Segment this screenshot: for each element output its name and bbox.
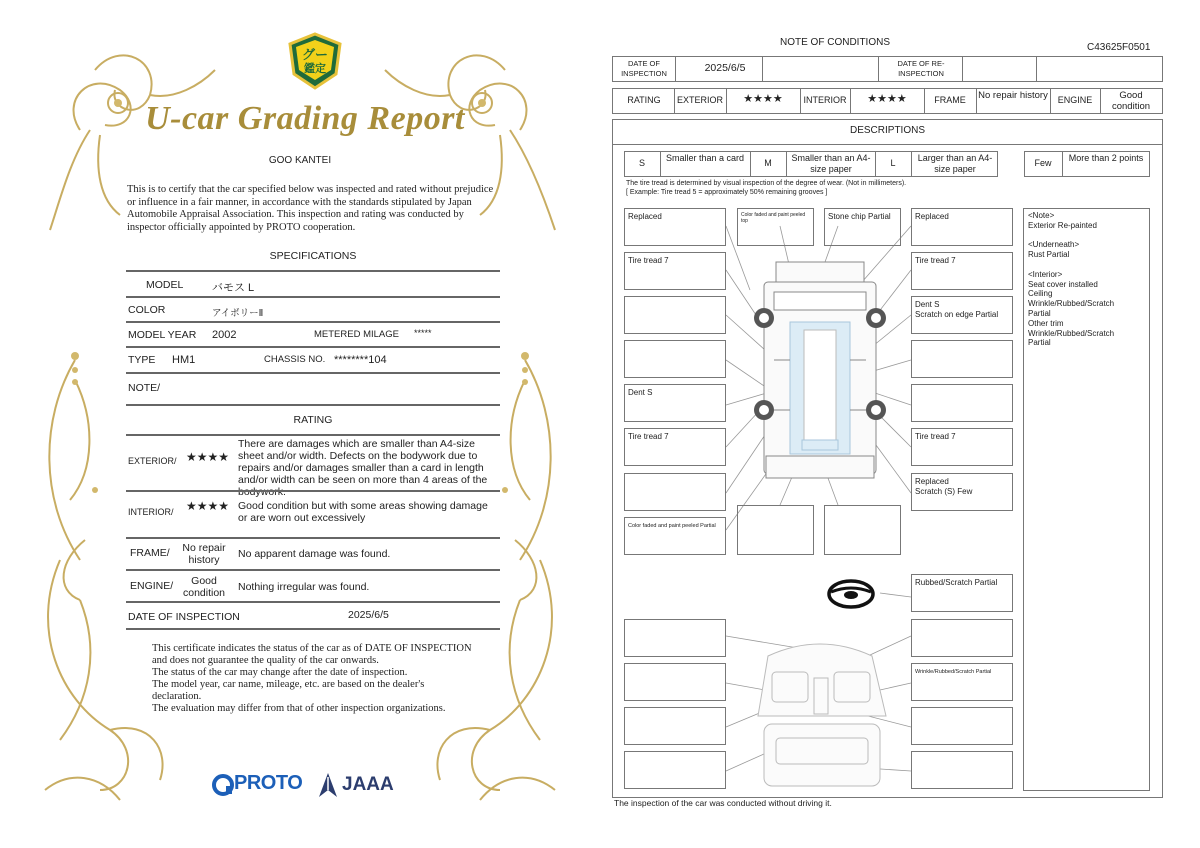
engine-value: Good condition — [1111, 90, 1151, 112]
exterior-stars: ★★★★ — [743, 93, 783, 105]
note-line: Partial — [1028, 308, 1051, 318]
damage-box — [911, 473, 1013, 511]
damage-box: Tire tread 7 — [624, 428, 726, 466]
divider — [126, 569, 500, 571]
frame-description: No apparent damage was found. — [238, 548, 391, 560]
damage-box — [911, 751, 1013, 789]
damage-box — [624, 663, 726, 701]
damage-text: Dent S — [915, 300, 940, 309]
interior-diagram — [758, 644, 886, 786]
badge-bottom-text: 鑑定 — [304, 63, 326, 75]
damage-box — [624, 707, 726, 745]
mileage-value: ***** — [414, 328, 432, 338]
type-value: HM1 — [172, 354, 196, 366]
model-label: MODEL — [146, 279, 184, 291]
model-year-label: MODEL YEAR — [128, 329, 197, 341]
date-of-inspection-value: 2025/6/5 — [348, 609, 389, 621]
divider — [126, 321, 500, 323]
damage-box: Wrinkle/Rubbed/Scratch Partial — [911, 663, 1013, 701]
interior-label: INTERIOR — [803, 95, 847, 105]
damage-box — [911, 707, 1013, 745]
note-line: Other trim — [1028, 318, 1064, 328]
goo-kantei-badge — [288, 32, 342, 90]
exterior-stars: ★★★★ — [186, 450, 230, 464]
damage-box — [624, 473, 726, 511]
damage-box — [737, 505, 814, 555]
jaaa-logo — [318, 770, 398, 798]
divider — [126, 628, 500, 630]
damage-text: Scratch on edge Partial — [915, 310, 999, 319]
note-line: Ceiling — [1028, 289, 1053, 299]
damage-box — [911, 340, 1013, 378]
legend-key-s: S — [638, 158, 645, 168]
chassis-label: CHASSIS NO. — [264, 354, 326, 365]
damage-box — [624, 340, 726, 378]
exterior-description: There are damages which are smaller than A4-size sheet and/or width. Defects on the bodywork due to repairs and/or damages smaller than a card in length and/or width can be seen on more than 4 areas of the bodywork. — [238, 438, 488, 498]
engine-label: ENGINE/ — [130, 580, 174, 592]
sheet-footer: The inspection of the car was conducted without driving it. — [614, 798, 832, 808]
damage-box — [911, 384, 1013, 422]
damage-box — [624, 751, 726, 789]
note-label: NOTE/ — [128, 382, 161, 394]
damage-box: Tire tread 7 — [911, 428, 1013, 466]
legend-text-l: Larger than an A4-size paper — [917, 153, 993, 174]
date-of-inspection-value: 2025/6/5 — [704, 62, 746, 74]
date-of-inspection-label: DATE OF INSPECTION — [128, 611, 240, 623]
note-line: Rust Partial — [1028, 250, 1070, 260]
legend-text-few: More than 2 points — [1068, 153, 1144, 163]
certificate-footer — [152, 643, 472, 715]
interior-description: Good condition but with some areas showing damage or are worn out excessively — [238, 500, 488, 524]
rating-heading: RATING — [293, 414, 333, 426]
note-line: <Note> — [1028, 211, 1055, 220]
damage-box: Tire tread 7 — [624, 252, 726, 290]
footer-line-1: This certificate indicates the status of the car as of DATE OF INSPECTION and does not guarantee the quality of the car onwards. — [152, 643, 472, 666]
exterior-label: EXTERIOR/ — [128, 456, 177, 466]
date-of-reinspection-label: DATE OF RE-INSPECTION — [897, 59, 945, 78]
sheet-title: NOTE OF CONDITIONS — [780, 37, 890, 48]
report-title: U-car Grading Report — [145, 100, 465, 137]
rating-label: RATING — [627, 95, 661, 105]
damage-box: Color faded and paint peeled Partial — [624, 517, 726, 555]
footer-line-2: The status of the car may change after the date of inspection. — [152, 667, 408, 678]
mileage-label: METERED MILAGE — [314, 329, 399, 340]
damage-box: Color faded and paint peeled top — [737, 208, 814, 246]
chassis-value: ********104 — [334, 354, 387, 366]
legend-key-few: Few — [1034, 158, 1052, 168]
legend-text-s: Smaller than a card — [665, 153, 745, 163]
note-line: Wrinkle/Rubbed/Scratch — [1028, 299, 1115, 309]
exterior-label: EXTERIOR — [676, 95, 723, 105]
jaaa-mark-icon — [318, 772, 338, 798]
model-value: バモス L — [212, 282, 255, 294]
tire-note-2: [ Example: Tire tread 5 = approximately 50% remaining grooves ] — [626, 189, 828, 196]
footer-line-3: The model year, car name, mileage, etc. are based on the dealer's declaration. — [152, 679, 425, 702]
type-label: TYPE — [128, 354, 156, 366]
damage-box — [911, 619, 1013, 657]
damage-box — [624, 619, 726, 657]
badge-top-text: グー — [301, 47, 328, 62]
proto-logo-text: PROTO — [234, 772, 303, 794]
divider — [126, 490, 500, 492]
legend-key-l: L — [890, 158, 896, 168]
damage-box: Replaced — [624, 208, 726, 246]
divider — [126, 404, 500, 406]
damage-box — [624, 296, 726, 334]
note-line: Seat cover installed — [1028, 279, 1098, 289]
date-of-inspection-label: DATE OF INSPECTION — [621, 59, 667, 78]
divider — [126, 346, 500, 348]
divider — [126, 372, 500, 374]
note-line: Exterior Re-painted — [1028, 220, 1097, 230]
frame-label: FRAME/ — [130, 547, 170, 559]
legend-key-m: M — [764, 158, 772, 168]
divider — [126, 296, 500, 298]
divider — [126, 601, 500, 603]
note-line: <Underneath> — [1028, 240, 1080, 250]
specifications-heading: SPECIFICATIONS — [269, 250, 357, 262]
damage-box — [911, 296, 1013, 334]
jaaa-logo-text: JAAA — [342, 774, 394, 795]
divider — [126, 270, 500, 272]
steering-wheel-icon — [829, 581, 873, 607]
damage-box — [824, 505, 901, 555]
proto-logo — [212, 770, 314, 798]
color-value: アイボリーⅡ — [212, 308, 264, 319]
damage-box: Rubbed/Scratch Partial — [911, 574, 1013, 612]
damage-box: Stone chip Partial — [824, 208, 901, 246]
note-line: <Interior> — [1028, 269, 1063, 279]
proto-mark-icon — [212, 774, 234, 796]
frame-value: No repair history — [978, 90, 1048, 101]
interior-stars: ★★★★ — [186, 499, 230, 513]
engine-label: ENGINE — [1057, 95, 1093, 105]
note-line: Wrinkle/Rubbed/Scratch — [1028, 328, 1115, 338]
engine-description: Nothing irregular was found. — [238, 581, 370, 593]
frame-value: No repair history — [182, 542, 226, 566]
damage-box: Replaced — [911, 208, 1013, 246]
damage-box: Dent S — [624, 384, 726, 422]
legend-text-m: Smaller than an A4-size paper — [791, 153, 871, 174]
note-of-conditions-sheet — [600, 0, 1200, 848]
divider — [126, 434, 500, 436]
damage-box: Tire tread 7 — [911, 252, 1013, 290]
divider — [126, 537, 500, 539]
certificate-intro: This is to certify that the car specified below was inspected and rated without prejudice or influence in a fair manner, in accordance with the standards stipulated by Japan Automobile Appraisal Association. This inspection and rating was conducted by inspector officially appointed by PROTO cooperation. — [127, 184, 494, 233]
descriptions-heading: DESCRIPTIONS — [849, 125, 925, 136]
color-label: COLOR — [128, 304, 166, 316]
note-line: Partial — [1028, 338, 1051, 348]
engine-value: Good condition — [182, 575, 226, 599]
tire-note-1: The tire tread is determined by visual inspection of the degree of wear. (Not in millimeters). — [626, 180, 907, 187]
interior-stars: ★★★★ — [867, 93, 907, 105]
sheet-code: C43625F0501 — [1087, 42, 1151, 53]
frame-label: FRAME — [934, 95, 966, 105]
interior-label: INTERIOR/ — [128, 507, 174, 517]
model-year-value: 2002 — [212, 329, 237, 341]
damage-text: Scratch (S) Few — [915, 487, 973, 496]
report-subtitle: GOO KANTEI — [268, 155, 332, 166]
damage-text: Replaced — [915, 477, 949, 486]
footer-line-4: The evaluation may differ from that of other inspection organizations. — [152, 703, 446, 714]
